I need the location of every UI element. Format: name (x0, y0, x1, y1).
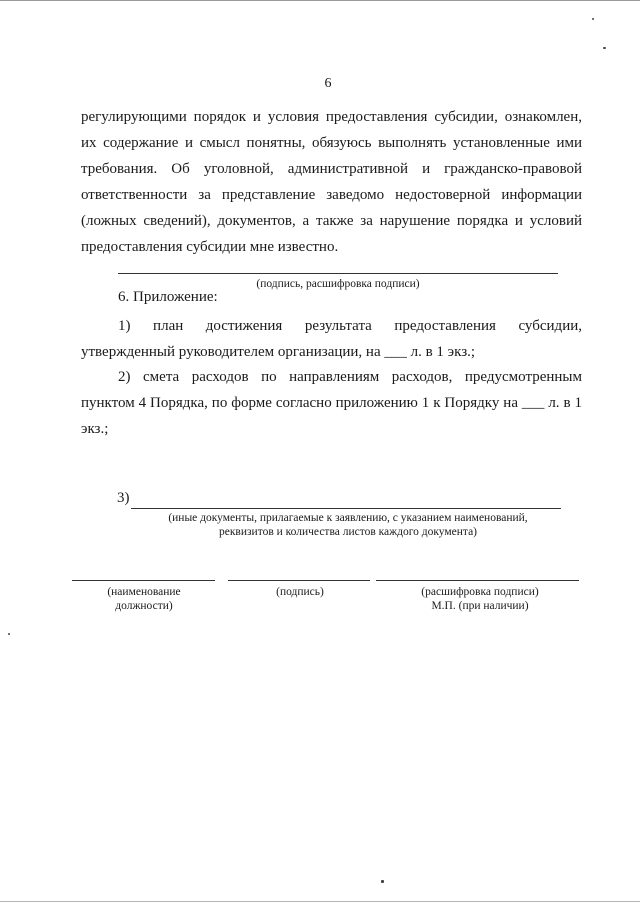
scan-speck (381, 880, 384, 883)
scan-bottom-edge (0, 901, 640, 902)
attachment-item-2-text: 2) смета расходов по направлениям расходов, предусмотренным пунктом 4 Порядка, по форме согласно приложению 1 к Порядку на ___ л. в 1 экз.; (81, 369, 582, 437)
attachment-item-3-line (131, 508, 561, 509)
position-caption: (наименование должности) (107, 586, 181, 612)
footer-signature-caption: (подпись) (276, 586, 324, 598)
attachment-item-2 (81, 364, 582, 442)
attachment-item-1 (81, 313, 582, 365)
stamp-caption: М.П. (при наличии) (431, 600, 529, 612)
declaration-paragraph: регулирующими порядок и условия предоставления субсидии, ознакомлен, их содержание и смысл понятны, обязуюсь выполнять установленные ими требования. Об уголовной, административной и гражданско-правовой ответственности за представление заведомо недостоверной информации (ложных сведений), документов, а также за нарушение порядка и условий предоставления субсидии мне известно. (81, 109, 582, 255)
attachment-item-1-text: 1) план достижения результата предоставления субсидии, утвержденный руководителем организации, на ___ л. в 1 экз.; (81, 318, 582, 360)
signature-footer-line (228, 580, 370, 581)
signature-caption: (подпись, расшифровка подписи) (256, 278, 420, 290)
attachment-item-3-caption: (иные документы, прилагаемые к заявлению, с указанием наименований, реквизитов и количества листов каждого документа) (168, 512, 528, 538)
attachment-item-3-number: 3) (117, 490, 130, 506)
attachments-title: 6. Приложение: (118, 289, 218, 305)
signature-line (118, 273, 558, 274)
scan-speck (603, 47, 606, 49)
scan-speck (592, 18, 594, 20)
transcript-caption: (расшифровка подписи) (421, 586, 539, 598)
page-number: 6 (324, 76, 332, 91)
scan-top-edge (0, 0, 640, 1)
transcript-line (376, 580, 579, 581)
position-line (72, 580, 215, 581)
scan-speck (8, 633, 10, 635)
